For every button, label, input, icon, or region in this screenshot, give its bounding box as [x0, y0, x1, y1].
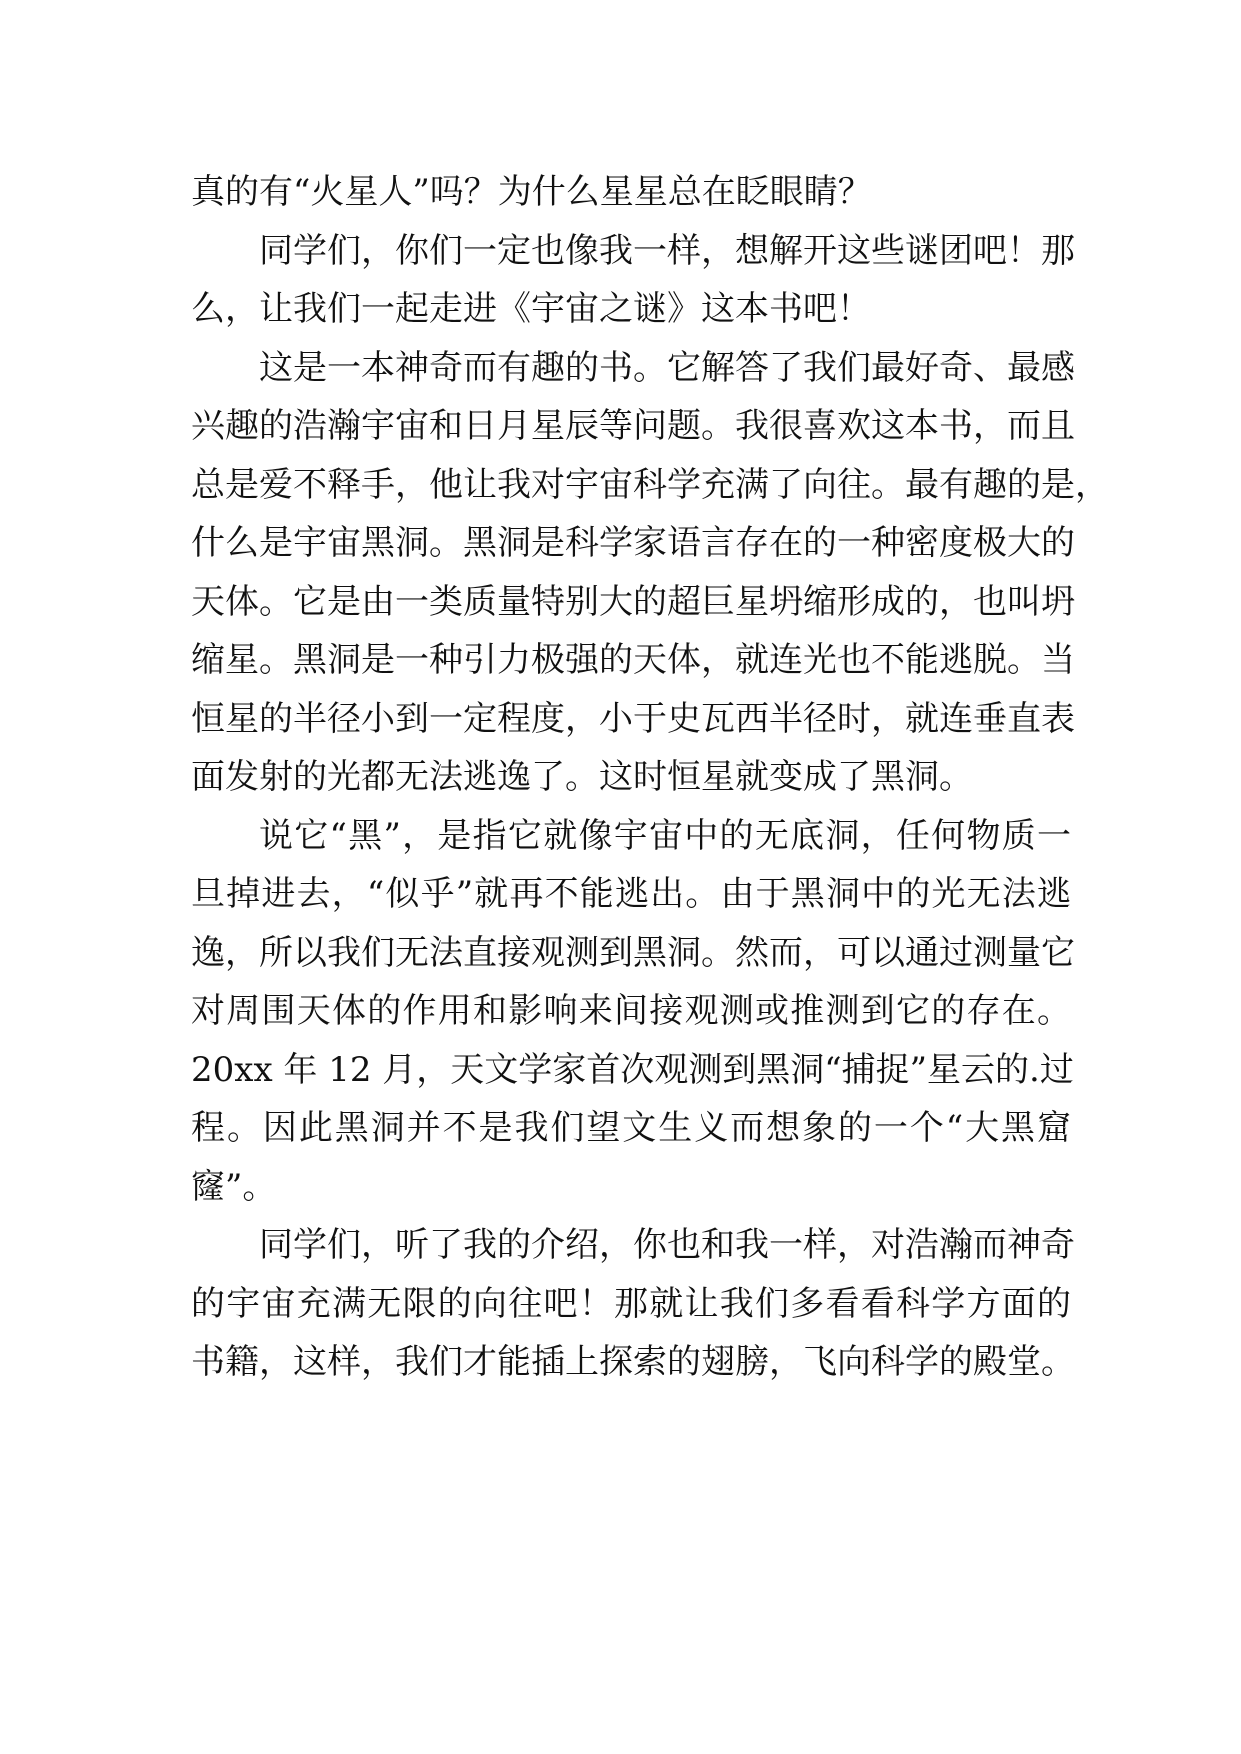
text-line: 20xx 年 12 月，天文学家首次观测到黑洞“捕捉”星云的.过: [191, 1049, 1074, 1090]
text-line: 恒星的半径小到一定程度，小于史瓦西半径时，就连垂直表: [191, 698, 1075, 739]
text-line: 这是一本神奇而有趣的书。它解答了我们最好奇、最感: [259, 347, 1075, 388]
text-line: 兴趣的浩瀚宇宙和日月星辰等问题。我很喜欢这本书，而且: [191, 406, 1075, 446]
text-line: 么，让我们一起走进《宇宙之谜》这本书吧！: [191, 289, 871, 329]
text-line: 的宇宙充满无限的向往吧！那就让我们多看看科学方面的: [191, 1283, 1071, 1324]
text-line: 总是爱不释手，他让我对宇宙科学充满了向往。最有趣的是，: [191, 464, 1109, 505]
text-line: 什么是宇宙黑洞。黑洞是科学家语言存在的一种密度极大的: [191, 523, 1075, 563]
text-line: 窿”。: [191, 1166, 277, 1207]
text-line: 同学们，你们一定也像我一样，想解开这些谜团吧！那: [259, 230, 1075, 271]
text-line: 真的有“火星人”吗？为什么星星总在眨眼睛？: [191, 172, 872, 212]
text-line: 旦掉进去，“似乎”就再不能逃出。由于黑洞中的光无法逃: [191, 874, 1071, 914]
text-line: 说它“黑”，是指它就像宇宙中的无底洞，任何物质一: [259, 815, 1071, 856]
text-line: 逸，所以我们无法直接观测到黑洞。然而，可以通过测量它: [191, 932, 1075, 973]
text-line: 同学们，听了我的介绍，你也和我一样，对浩瀚而神奇: [259, 1225, 1075, 1265]
text-line: 对周围天体的作用和影响来间接观测或推测到它的存在。: [191, 991, 1071, 1031]
text-line: 面发射的光都无法逃逸了。这时恒星就变成了黑洞。: [191, 757, 973, 797]
text-line: 天体。它是由一类质量特别大的超巨星坍缩形成的，也叫坍: [191, 581, 1075, 622]
body-text: [191, 163, 1109, 1392]
text-line: 书籍，这样，我们才能插上探索的翅膀，飞向科学的殿堂。: [191, 1342, 1075, 1382]
text-line: 缩星。黑洞是一种引力极强的天体，就连光也不能逃脱。当: [191, 640, 1075, 680]
text-line: 程。因此黑洞并不是我们望文生义而想象的一个“大黑窟: [191, 1108, 1071, 1148]
